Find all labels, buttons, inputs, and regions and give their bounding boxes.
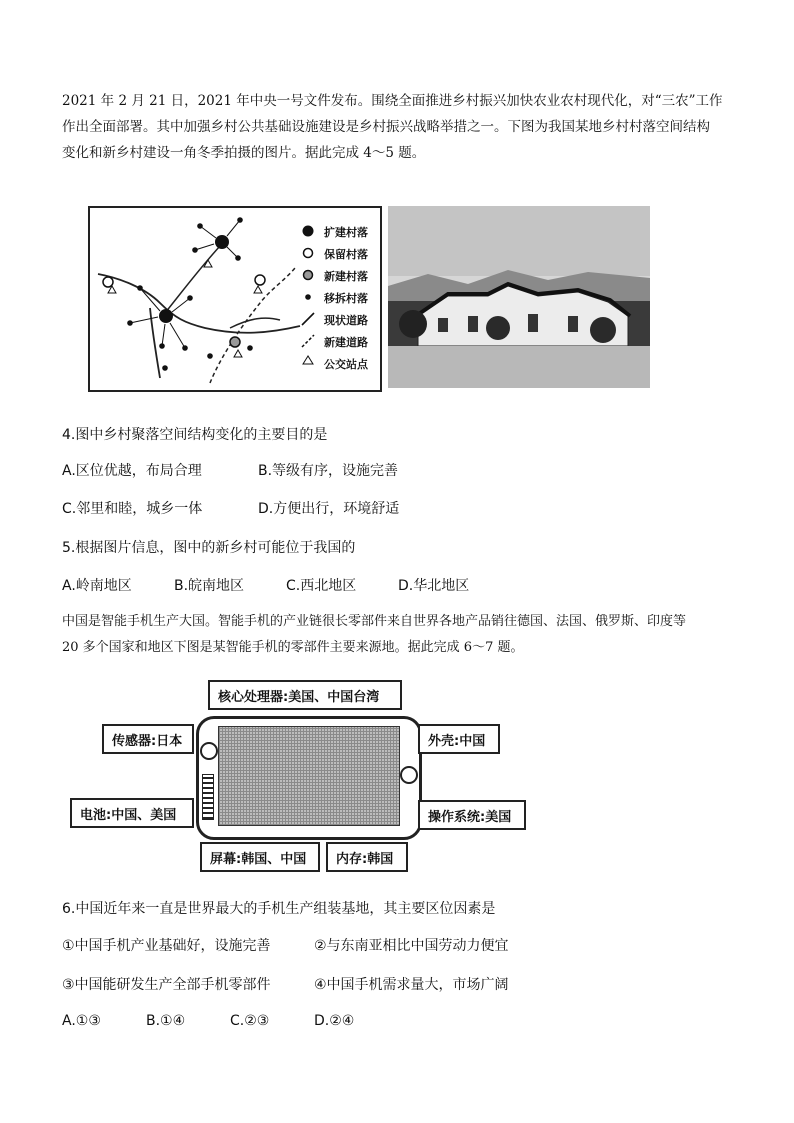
legend-expand-symbol — [303, 226, 314, 237]
q5-option-a: A.岭南地区 — [62, 578, 132, 594]
legend-relocate-symbol — [305, 294, 311, 300]
existing-road — [165, 246, 220, 313]
intro2-line-1: 中国是智能手机生产大国。智能手机的产业链很长零部件来自世界各地产品销往德国、法国、俄罗斯、印度等 — [62, 614, 687, 629]
part-battery: 电池:中国、美国 — [70, 798, 194, 828]
part-cpu: 核心处理器:美国、中国台湾 — [208, 680, 402, 710]
legend-new: 新建村落 — [324, 270, 368, 283]
part-os: 操作系统:美国 — [418, 800, 526, 830]
relocated-villages — [127, 217, 253, 371]
q4-option-a: A.区位优越，布局合理 — [62, 463, 202, 479]
q4-option-d: D.方便出行，环境舒适 — [258, 501, 400, 517]
legend-bus-stop: 公交站点 — [324, 358, 368, 371]
new-road — [210, 268, 295, 383]
legend-relocate: 移拆村落 — [324, 292, 368, 305]
existing-road — [230, 318, 280, 328]
village-map-figure — [88, 206, 382, 392]
legend-new-symbol — [304, 271, 313, 280]
intro-line-1: 2021 年 2 月 21 日，2021 年中央一号文件发布。围绕全面推进乡村振兴加快农业农村现代化，对“三农”工作 — [62, 93, 723, 109]
new-village — [230, 337, 240, 347]
kept-village — [255, 275, 265, 285]
legend-road-now: 现状道路 — [324, 314, 368, 327]
legend-bus-symbol — [303, 356, 313, 364]
intro2-line-2: 20 多个国家和地区下图是某智能手机的零部件主要来源地。据此完成 6～7 题。 — [62, 640, 524, 655]
part-memory: 内存:韩国 — [326, 842, 408, 872]
intro-line-2: 作出全面部署。其中加强乡村公共基础设施建设是乡村振兴战略举措之一。下图为我国某地乡村村落空间结构 — [62, 119, 710, 135]
q5-option-d: D.华北地区 — [398, 578, 470, 594]
phone-screen — [218, 726, 400, 826]
bus-stop-icon — [254, 286, 262, 293]
q5-option-c: C.西北地区 — [286, 578, 357, 594]
legend-expand: 扩建村落 — [324, 226, 368, 239]
q6-option-a: A.①③ — [62, 1013, 101, 1029]
q6-option-c: C.②③ — [230, 1013, 270, 1029]
q6-option-d: D.②④ — [314, 1013, 355, 1029]
intro-line-3: 变化和新乡村建设一角冬季拍摄的图片。据此完成 4～5 题。 — [62, 145, 426, 161]
q6-statement-1: ①中国手机产业基础好，设施完善 — [62, 938, 271, 954]
village-photo — [388, 206, 650, 388]
part-sensor: 传感器:日本 — [102, 724, 194, 754]
building-photo — [388, 206, 650, 388]
legend-keep-symbol — [304, 249, 313, 258]
camera-icon — [200, 742, 218, 760]
q6-statement-3: ③中国能研发生产全部手机零部件 — [62, 977, 271, 993]
expanded-village — [215, 235, 229, 249]
legend-road-now-symbol — [302, 313, 314, 325]
legend-keep: 保留村落 — [324, 248, 368, 261]
q4-option-b: B.等级有序，设施完善 — [258, 463, 399, 479]
q5-stem: 5.根据图片信息，图中的新乡村可能位于我国的 — [62, 540, 356, 556]
q5-option-b: B.皖南地区 — [174, 578, 245, 594]
part-shell: 外壳:中国 — [418, 724, 500, 754]
q4-stem: 4.图中乡村聚落空间结构变化的主要目的是 — [62, 427, 328, 443]
legend-road-new-symbol — [302, 335, 314, 347]
q6-option-b: B.①④ — [146, 1013, 186, 1029]
q6-statement-2: ②与东南亚相比中国劳动力便宜 — [314, 938, 509, 954]
q6-stem: 6.中国近年来一直是世界最大的手机生产组装基地，其主要区位因素是 — [62, 901, 496, 917]
kept-village — [103, 277, 113, 287]
q6-statement-4: ④中国手机需求量大，市场广阔 — [314, 977, 509, 993]
phone-parts-figure — [70, 676, 530, 872]
expanded-village — [159, 309, 173, 323]
q4-option-c: C.邻里和睦，城乡一体 — [62, 501, 203, 517]
home-button-icon — [400, 766, 418, 784]
battery-icon — [202, 774, 214, 820]
legend-road-new: 新建道路 — [324, 336, 368, 349]
bus-stop-icon — [234, 350, 242, 357]
part-screen: 屏幕:韩国、中国 — [200, 842, 320, 872]
